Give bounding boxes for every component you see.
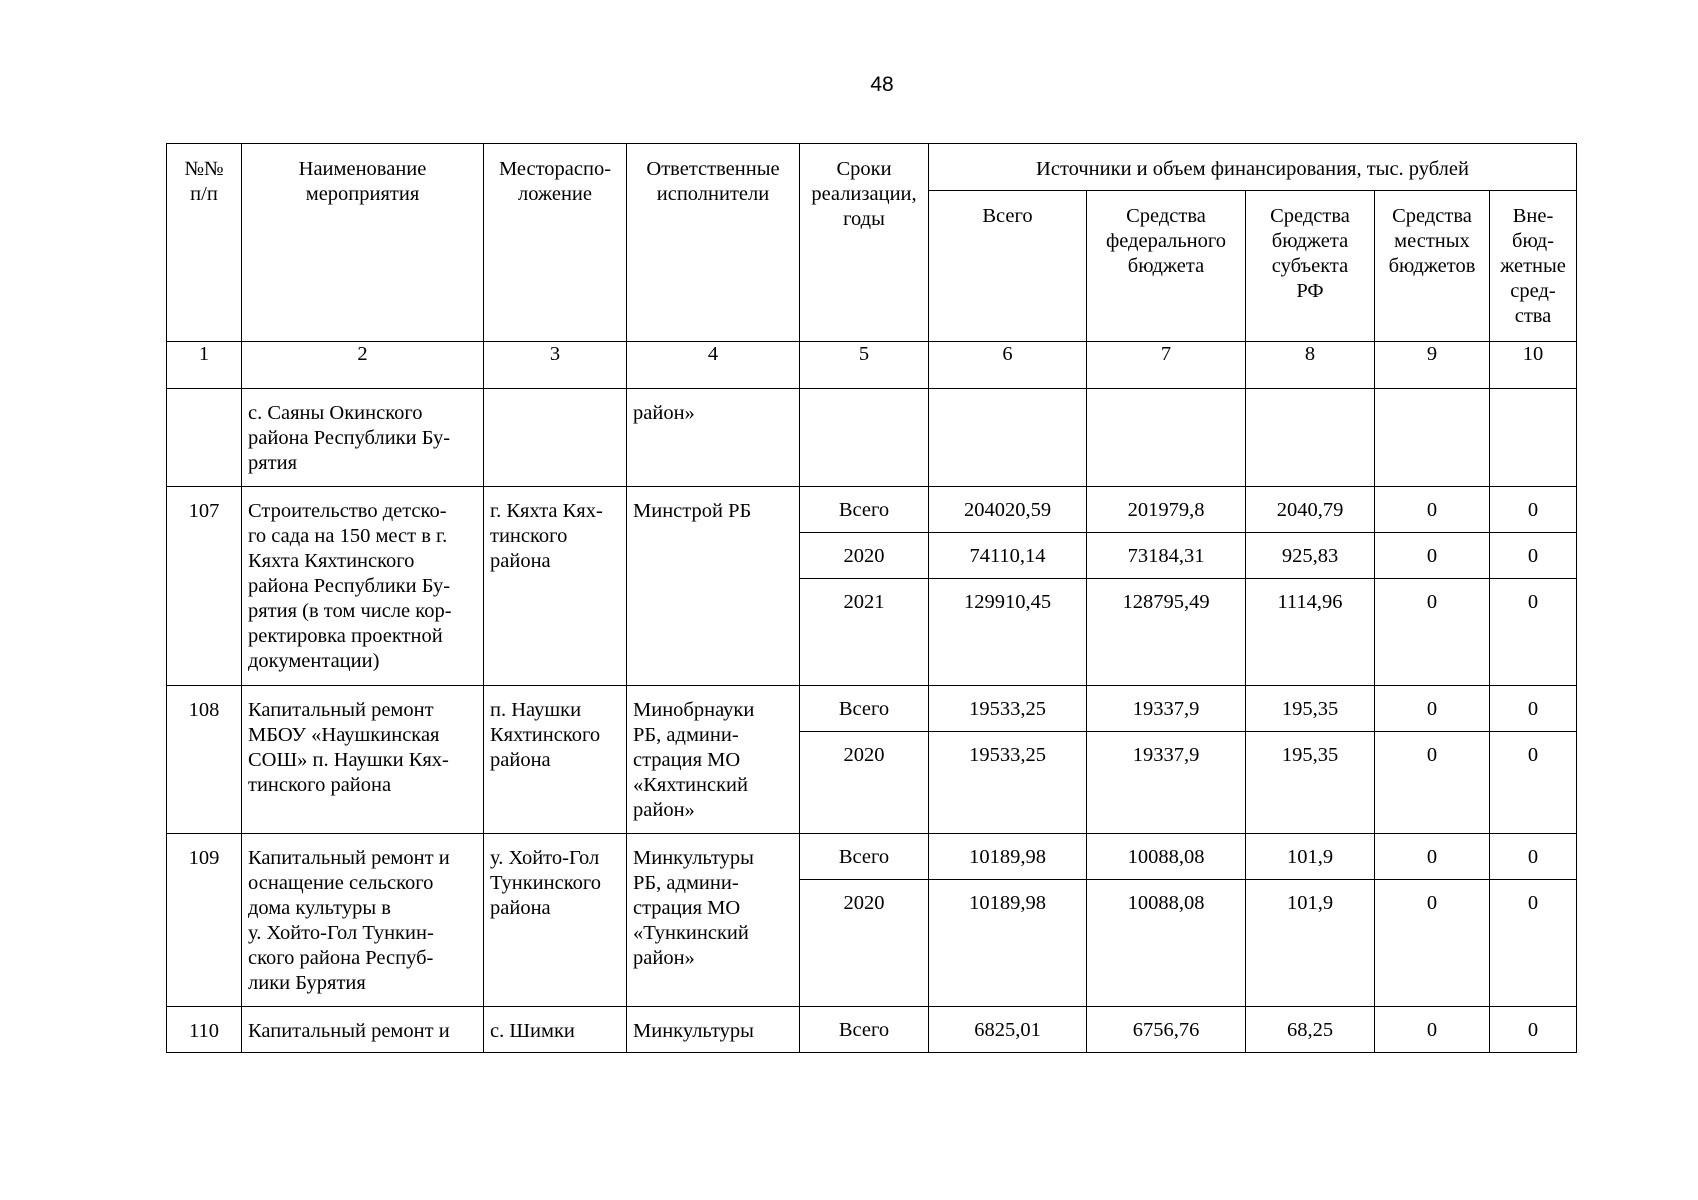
cell-term: 2021 (800, 579, 929, 686)
cell-federal: 201979,8 (1087, 487, 1246, 533)
cell-federal: 6756,76 (1087, 1007, 1246, 1053)
cell-total: 204020,59 (929, 487, 1087, 533)
row-location: у. Хойто-Гол Тункинского района (484, 834, 627, 1007)
table-row (167, 686, 1577, 732)
header-terms: Сроки реализации, годы (800, 144, 929, 342)
cell-subject: 2040,79 (1246, 487, 1375, 533)
continuation-num (167, 389, 242, 487)
cell-local: 0 (1375, 487, 1490, 533)
cell-total: 19533,25 (929, 686, 1087, 732)
cell-subject: 195,35 (1246, 686, 1375, 732)
cell-term: Всего (800, 487, 929, 533)
cell-term: 2020 (800, 880, 929, 1007)
cell-extra: 0 (1490, 686, 1577, 732)
cell-term: Всего (800, 834, 929, 880)
column-number: 5 (800, 342, 929, 389)
cell-extra: 0 (1490, 880, 1577, 1007)
cell-local: 0 (1375, 880, 1490, 1007)
table-row (167, 834, 1577, 880)
header-executors: Ответственные исполнители (627, 144, 800, 342)
cell-subject: 68,25 (1246, 1007, 1375, 1053)
continuation-terms (800, 389, 929, 487)
cell-federal: 10088,08 (1087, 880, 1246, 1007)
row-number: 108 (167, 686, 242, 834)
continuation-federal (1087, 389, 1246, 487)
cell-total: 19533,25 (929, 732, 1087, 834)
row-name: Капитальный ремонт и (242, 1007, 484, 1053)
row-location: г. Кяхта Кях- тинского района (484, 487, 627, 686)
cell-local: 0 (1375, 686, 1490, 732)
financing-table (166, 143, 1577, 1053)
header-federal: Средства федерального бюджета (1087, 191, 1246, 342)
table-row (167, 487, 1577, 533)
continuation-local (1375, 389, 1490, 487)
header-sources: Источники и объем финансирования, тыс. рублей (929, 144, 1577, 191)
column-number: 3 (484, 342, 627, 389)
cell-term: Всего (800, 1007, 929, 1053)
cell-federal: 19337,9 (1087, 686, 1246, 732)
cell-total: 6825,01 (929, 1007, 1087, 1053)
cell-extra: 0 (1490, 1007, 1577, 1053)
column-number: 2 (242, 342, 484, 389)
cell-total: 129910,45 (929, 579, 1087, 686)
row-number: 110 (167, 1007, 242, 1053)
cell-total: 74110,14 (929, 533, 1087, 579)
cell-local: 0 (1375, 834, 1490, 880)
column-number: 4 (627, 342, 800, 389)
cell-federal: 19337,9 (1087, 732, 1246, 834)
row-number: 107 (167, 487, 242, 686)
cell-federal: 10088,08 (1087, 834, 1246, 880)
cell-term: 2020 (800, 533, 929, 579)
cell-total: 10189,98 (929, 834, 1087, 880)
cell-subject: 1114,96 (1246, 579, 1375, 686)
row-executors: Минкультуры (627, 1007, 800, 1053)
cell-extra: 0 (1490, 579, 1577, 686)
cell-extra: 0 (1490, 732, 1577, 834)
cell-total: 10189,98 (929, 880, 1087, 1007)
header-subject: Средства бюджета субъекта РФ (1246, 191, 1375, 342)
header-num: №№ п/п (167, 144, 242, 342)
header-name: Наименование мероприятия (242, 144, 484, 342)
continuation-total (929, 389, 1087, 487)
table-row (167, 1007, 1577, 1053)
column-number: 10 (1490, 342, 1577, 389)
cell-local: 0 (1375, 579, 1490, 686)
row-location: с. Шимки (484, 1007, 627, 1053)
cell-term: 2020 (800, 732, 929, 834)
header-extra: Вне- бюд- жетные сред- ства (1490, 191, 1577, 342)
column-number-row (167, 342, 1577, 389)
row-executors: Минкультуры РБ, админи- страция МО «Тункинский район» (627, 834, 800, 1007)
row-number: 109 (167, 834, 242, 1007)
continuation-subject (1246, 389, 1375, 487)
column-number: 6 (929, 342, 1087, 389)
cell-term: Всего (800, 686, 929, 732)
column-number: 8 (1246, 342, 1375, 389)
row-location: п. Наушки Кяхтинского района (484, 686, 627, 834)
column-number: 7 (1087, 342, 1246, 389)
row-executors: Минобрнауки РБ, админи- страция МО «Кяхтинский район» (627, 686, 800, 834)
continuation-name: с. Саяны Окинского района Республики Бу- рятия (242, 389, 484, 487)
column-number: 9 (1375, 342, 1490, 389)
row-name: Капитальный ремонт МБОУ «Наушкинская СОШ» п. Наушки Кях- тинского района (242, 686, 484, 834)
cell-subject: 195,35 (1246, 732, 1375, 834)
cell-local: 0 (1375, 533, 1490, 579)
cell-local: 0 (1375, 1007, 1490, 1053)
cell-subject: 925,83 (1246, 533, 1375, 579)
continuation-location (484, 389, 627, 487)
column-number: 1 (167, 342, 242, 389)
continuation-executors: район» (627, 389, 800, 487)
header-local: Средства местных бюджетов (1375, 191, 1490, 342)
cell-local: 0 (1375, 732, 1490, 834)
cell-subject: 101,9 (1246, 880, 1375, 1007)
cell-federal: 73184,31 (1087, 533, 1246, 579)
cell-extra: 0 (1490, 533, 1577, 579)
cell-extra: 0 (1490, 487, 1577, 533)
cell-subject: 101,9 (1246, 834, 1375, 880)
row-name: Капитальный ремонт и оснащение сельского дома культуры в у. Хойто-Гол Тункин- ского района Респуб- лики Бурятия (242, 834, 484, 1007)
continuation-extra (1490, 389, 1577, 487)
cell-federal: 128795,49 (1087, 579, 1246, 686)
row-executors: Минстрой РБ (627, 487, 800, 686)
row-name: Строительство детско- го сада на 150 мест в г. Кяхта Кяхтинского района Республики Бу- рятия (в том числе кор- ректировка проектной документации) (242, 487, 484, 686)
continuation-row (167, 389, 1577, 487)
header-total: Всего (929, 191, 1087, 342)
header-location: Местораспо- ложение (484, 144, 627, 342)
page-number: 48 (870, 73, 894, 96)
cell-extra: 0 (1490, 834, 1577, 880)
